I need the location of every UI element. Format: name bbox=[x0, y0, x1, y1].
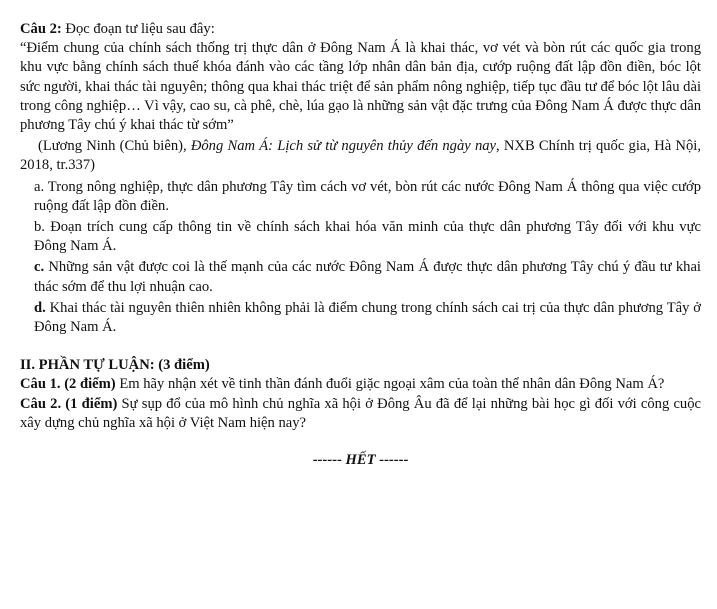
essay-question-1 bbox=[20, 375, 701, 394]
option-b bbox=[20, 218, 701, 256]
option-b-label: b. bbox=[34, 219, 45, 236]
option-a-label: a. bbox=[34, 178, 45, 195]
end-dashes-left: ------ bbox=[312, 452, 346, 469]
option-c bbox=[20, 258, 701, 296]
end-dashes-right: ------ bbox=[375, 452, 409, 469]
option-d-text: Khai thác tài nguyên thiên nhiên không phải là điểm chung trong chính sách cai trị của thực dân phương Tây ở Đông Nam Á. bbox=[34, 299, 701, 336]
option-a bbox=[20, 178, 701, 216]
option-c-text: Những sản vật được coi là thế mạnh của các nước Đông Nam Á được thực dân phương Tây chú ý đầu tư khai thác sớm để thu lợi nhuận cao. bbox=[34, 259, 701, 295]
essay-question-2-text: Sự sụp đổ của mô hình chủ nghĩa xã hội ở Đông Âu đã để lại những bài học gì đối với công cuộc xây dựng chủ nghĩa xã hội ở Việt Nam hiện nay? bbox=[20, 395, 701, 431]
end-marker bbox=[20, 451, 701, 470]
reference-publisher: , NXB Chính trị quốc gia, Hà Nội, 2018, tr.337) bbox=[20, 138, 701, 174]
option-c-label: c. bbox=[34, 259, 45, 276]
source-quote: “Điểm chung của chính sách thống trị thực dân ở Đông Nam Á là khai thác, vơ vét và bòn rút các quốc gia trong khu vực bằng chính sách thuế khóa đánh vào các tầng lớp nhân dân bản địa, cướp ruộng đất lập đồn điền, bóc lột sức người, khai thác tài nguyên; thông qua khai thác triệt để sản phẩm nông nghiệp, tiếp tục đầu tư để bóc lột lâu dài trong công nghiệp… Vì vậy, cao su, cà phê, chè, lúa gạo là những sản vật đặc trưng của Đông Nam Á được thực dân phương Tây chú ý khai thác từ sớm” bbox=[20, 40, 701, 134]
question-2-label: Câu 2: bbox=[20, 21, 62, 37]
option-a-text: Trong nông nghiệp, thực dân phương Tây tìm cách vơ vét, bòn rút các nước Đông Nam Á thông qua việc cướp ruộng đất lập đồn điền. bbox=[34, 178, 701, 214]
exam-page bbox=[20, 20, 701, 470]
option-d-label: d. bbox=[34, 299, 46, 316]
source-reference bbox=[20, 137, 701, 175]
reference-book-title: Đông Nam Á: Lịch sử từ nguyên thủy đến ngày nay bbox=[190, 138, 497, 155]
essay-question-1-text: Em hãy nhận xét về tinh thần đánh đuổi giặc ngoại xâm của toàn thể nhân dân Đông Nam Á? bbox=[115, 376, 665, 393]
essay-question-1-label: Câu 1. (2 điểm) bbox=[20, 376, 116, 393]
essay-question-2-label: Câu 2. (1 điểm) bbox=[20, 395, 118, 412]
essay-question-2 bbox=[20, 395, 701, 433]
section-title: II. PHẦN TỰ LUẬN: (3 điểm) bbox=[20, 357, 210, 374]
question-2-prompt bbox=[20, 20, 701, 39]
end-word: HẾT bbox=[345, 452, 376, 469]
reference-author: (Lương Ninh (Chủ biên), bbox=[38, 138, 191, 155]
question-2-instruction: Đọc đoạn tư liệu sau đây: bbox=[61, 21, 215, 37]
option-b-text: Đoạn trích cung cấp thông tin về chính sách khai hóa văn minh của thực dân phương Tây đối với khu vực Đông Nam Á. bbox=[34, 219, 701, 255]
option-d bbox=[20, 299, 701, 337]
